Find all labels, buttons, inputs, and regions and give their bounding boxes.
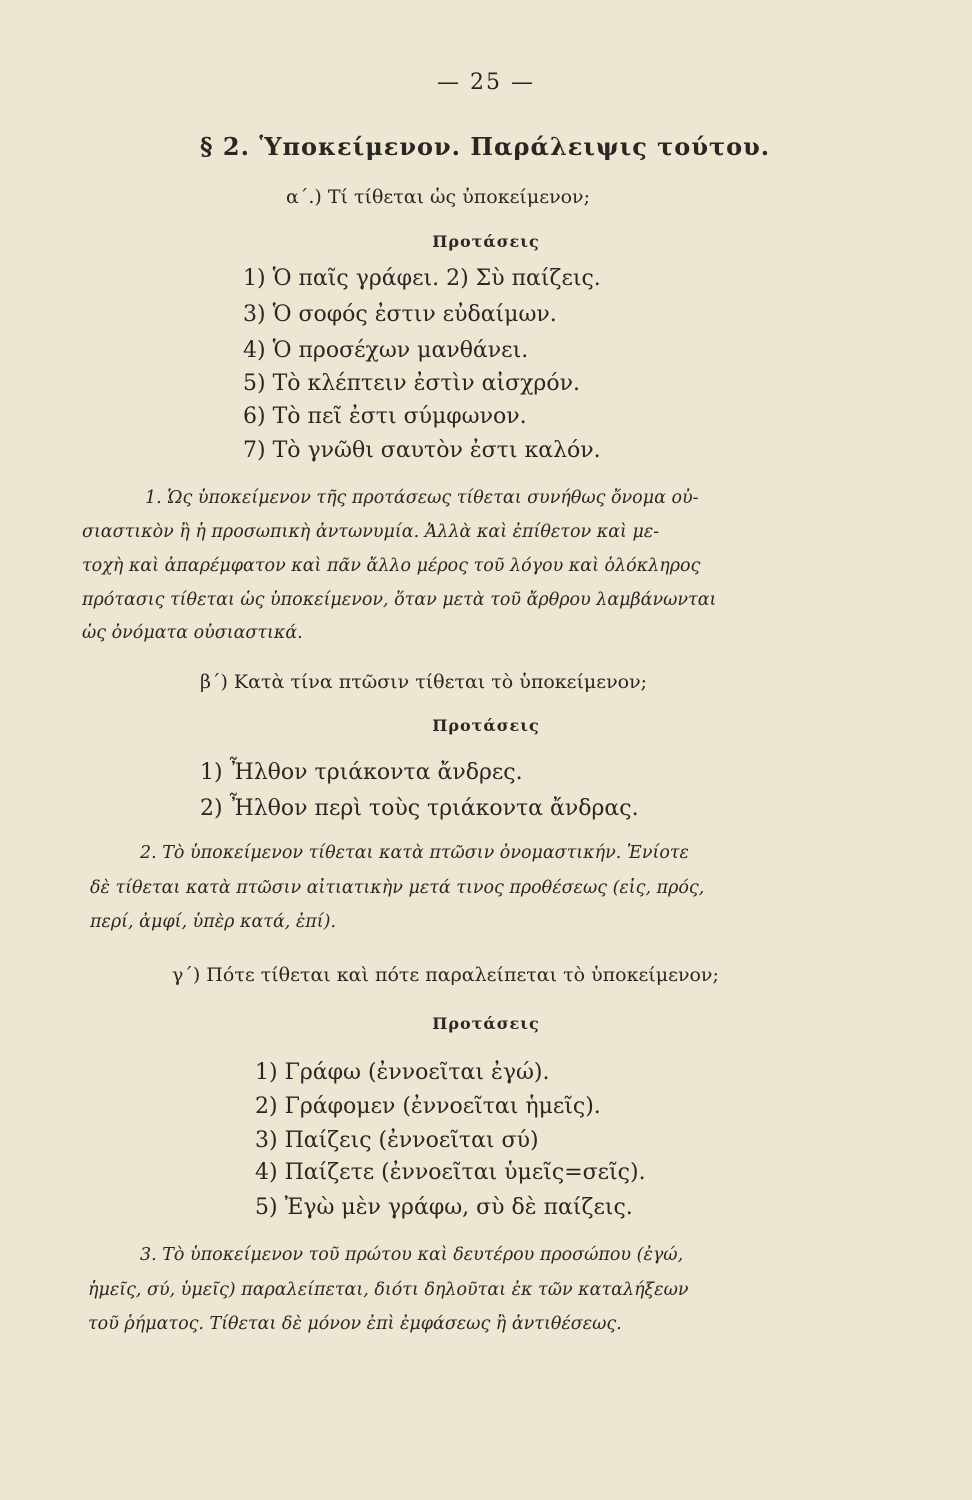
question-a: α΄.) Τί τίθεται ὡς ὑποκείμενον; [286, 186, 591, 208]
note-3-line-2: ἡμεῖς, σύ, ὑμεῖς) παραλείπεται, διότι δηλοῦται ἐκ τῶν καταλήξεων [88, 1280, 689, 1300]
note-2-line-3: περί, ἀμφί, ὑπὲρ κατά, ἐπί). [90, 912, 337, 932]
example-c-2: 2) Γράφομεν (ἐννοεῖται ἡμεῖς). [255, 1094, 601, 1119]
example-a-4: 5) Τὸ κλέπτειν ἐστὶν αἰσχρόν. [243, 371, 580, 396]
note-1-line-3: τοχὴ καὶ ἀπαρέμφατον καὶ πᾶν ἄλλο μέρος τοῦ λόγου καὶ ὁλόκληρος [82, 556, 701, 576]
example-a-2: 3) Ὁ σοφός ἐστιν εὐδαίμων. [243, 302, 557, 327]
example-a-3: 4) Ὁ προσέχων μανθάνει. [243, 338, 529, 363]
note-1-line-4: πρότασις τίθεται ὡς ὑποκείμενον, ὅταν μετὰ τοῦ ἄρθρου λαμβάνωνται [82, 590, 717, 610]
example-b-1: 1) Ἦλθον τριάκοντα ἄνδρες. [200, 760, 523, 785]
note-2-line-2: δὲ τίθεται κατὰ πτῶσιν αἰτιατικὴν μετά τινος προθέσεως (εἰς, πρός, [90, 878, 705, 898]
protaseis-heading-a: Προτάσεις [432, 232, 540, 251]
note-1-line-2: σιαστικὸν ἢ ἡ προσωπικὴ ἀντωνυμία. Ἀλλὰ καὶ ἐπίθετον καὶ με- [82, 522, 660, 542]
section-title: § 2. Ὑποκείμενον. Παράλειψις τούτου. [200, 132, 771, 161]
question-b: β΄) Κατὰ τίνα πτῶσιν τίθεται τὸ ὑποκείμενον; [200, 671, 648, 693]
example-a-1: 1) Ὁ παῖς γράφει. 2) Σὺ παίζεις. [243, 266, 601, 291]
example-c-3: 3) Παίζεις (ἐννοεῖται σύ) [255, 1128, 539, 1153]
note-3-line-1: 3. Τὸ ὑποκείμενον τοῦ πρώτου καὶ δευτέρου προσώπου (ἐγώ, [140, 1245, 684, 1265]
example-c-4: 4) Παίζετε (ἐννοεῖται ὑμεῖς=σεῖς). [255, 1160, 646, 1185]
page-number: — 25 — [437, 70, 535, 95]
protaseis-heading-c: Προτάσεις [432, 1014, 540, 1033]
example-a-6: 7) Τὸ γνῶθι σαυτὸν ἐστι καλόν. [243, 438, 601, 463]
example-c-1: 1) Γράφω (ἐννοεῖται ἐγώ). [255, 1060, 550, 1085]
example-c-5: 5) Ἐγὼ μὲν γράφω, σὺ δὲ παίζεις. [255, 1195, 633, 1220]
protaseis-heading-b: Προτάσεις [432, 716, 540, 735]
example-a-5: 6) Τὸ πεῖ ἐστι σύμφωνον. [243, 404, 527, 429]
question-c: γ΄) Πότε τίθεται καὶ πότε παραλείπεται τὸ ὑποκείμενον; [172, 964, 719, 986]
note-3-line-3: τοῦ ῥήματος. Τίθεται δὲ μόνον ἐπὶ ἐμφάσεως ἢ ἀντιθέσεως. [88, 1314, 622, 1334]
note-1-line-5: ὡς ὀνόματα οὐσιαστικά. [82, 623, 303, 643]
note-1-line-1: 1. Ὡς ὑποκείμενον τῆς προτάσεως τίθεται συνήθως ὄνομα οὐ- [145, 488, 699, 508]
note-2-line-1: 2. Τὸ ὑποκείμενον τίθεται κατὰ πτῶσιν ὀνομαστικήν. Ἐνίοτε [140, 843, 689, 863]
example-b-2: 2) Ἦλθον περὶ τοὺς τριάκοντα ἄνδρας. [200, 796, 639, 821]
